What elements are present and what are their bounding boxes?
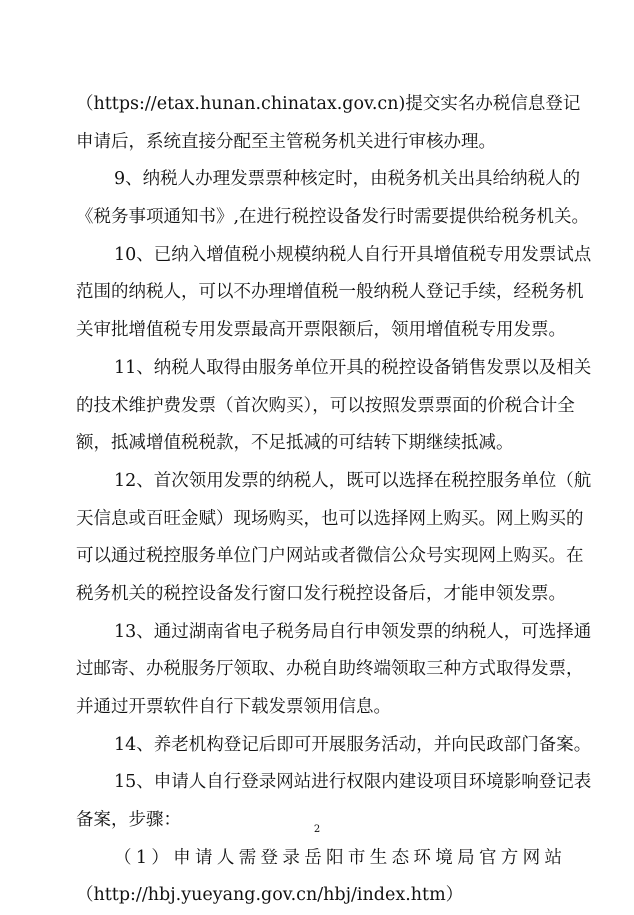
text-line: 13、通过湖南省电子税务局自行申领发票的纳税人，可选择通 <box>114 621 592 642</box>
document-body <box>76 86 592 915</box>
text-line: 9、纳税人办理发票票种核定时，由税务机关出具给纳税人的 <box>114 169 581 190</box>
text-line: 12、首次领用发票的纳税人，既可以选择在税控服务单位（航 <box>114 470 592 491</box>
text-line: 15、申请人自行登录网站进行权限内建设项目环境影响登记表 <box>114 772 592 793</box>
text-line: 10、已纳入增值税小规模纳税人自行开具增值税专用发票试点 <box>114 244 592 265</box>
text-line: 备案，步骤： <box>76 810 181 831</box>
text-line: 可以通过税控服务单位门户网站或者微信公众号实现网上购买。在 <box>76 546 584 567</box>
text-line: 过邮寄、办税服务厅领取、办税自助终端领取三种方式取得发票， <box>76 659 584 680</box>
text-line: 11、纳税人取得由服务单位开具的税控设备销售发票以及相关 <box>114 357 592 378</box>
text-line: 范围的纳税人，可以不办理增值税一般纳税人登记手续，经税务机 <box>76 282 584 303</box>
text-line: 关审批增值税专用发票最高开票限额后，领用增值税专用发票。 <box>76 320 566 341</box>
text-line: 申请后，系统直接分配至主管税务机关进行审核办理。 <box>76 131 496 152</box>
text-line: 税务机关的税控设备发行窗口发行税控设备后，才能申领发票。 <box>76 583 566 604</box>
text-line: 天信息或百旺金赋）现场购买，也可以选择网上购买。网上购买的 <box>76 508 584 529</box>
page-number: 2 <box>313 824 321 835</box>
text-line: （1）申请人需登录岳阳市生态环境局官方网站 <box>114 847 562 868</box>
text-line: 额，抵减增值税税款，不足抵减的可结转下期继续抵减。 <box>76 433 514 454</box>
text-line: 《税务事项通知书》,在进行税控设备发行时需要提供给税务机关。 <box>76 207 590 228</box>
text-line: 14、养老机构登记后即可开展服务活动，并向民政部门备案。 <box>114 734 592 755</box>
text-line: 并通过开票软件自行下载发票领用信息。 <box>76 697 391 717</box>
text-line: 的技术维护费发票（首次购买），可以按照发票票面的价税合计全 <box>76 395 575 416</box>
text-line: （https://etax.hunan.chinatax.gov.cn)提交实名办税信息登记 <box>76 94 581 114</box>
text-line: （http://hbj.yueyang.gov.cn/hbj/index.htm） <box>76 885 464 906</box>
